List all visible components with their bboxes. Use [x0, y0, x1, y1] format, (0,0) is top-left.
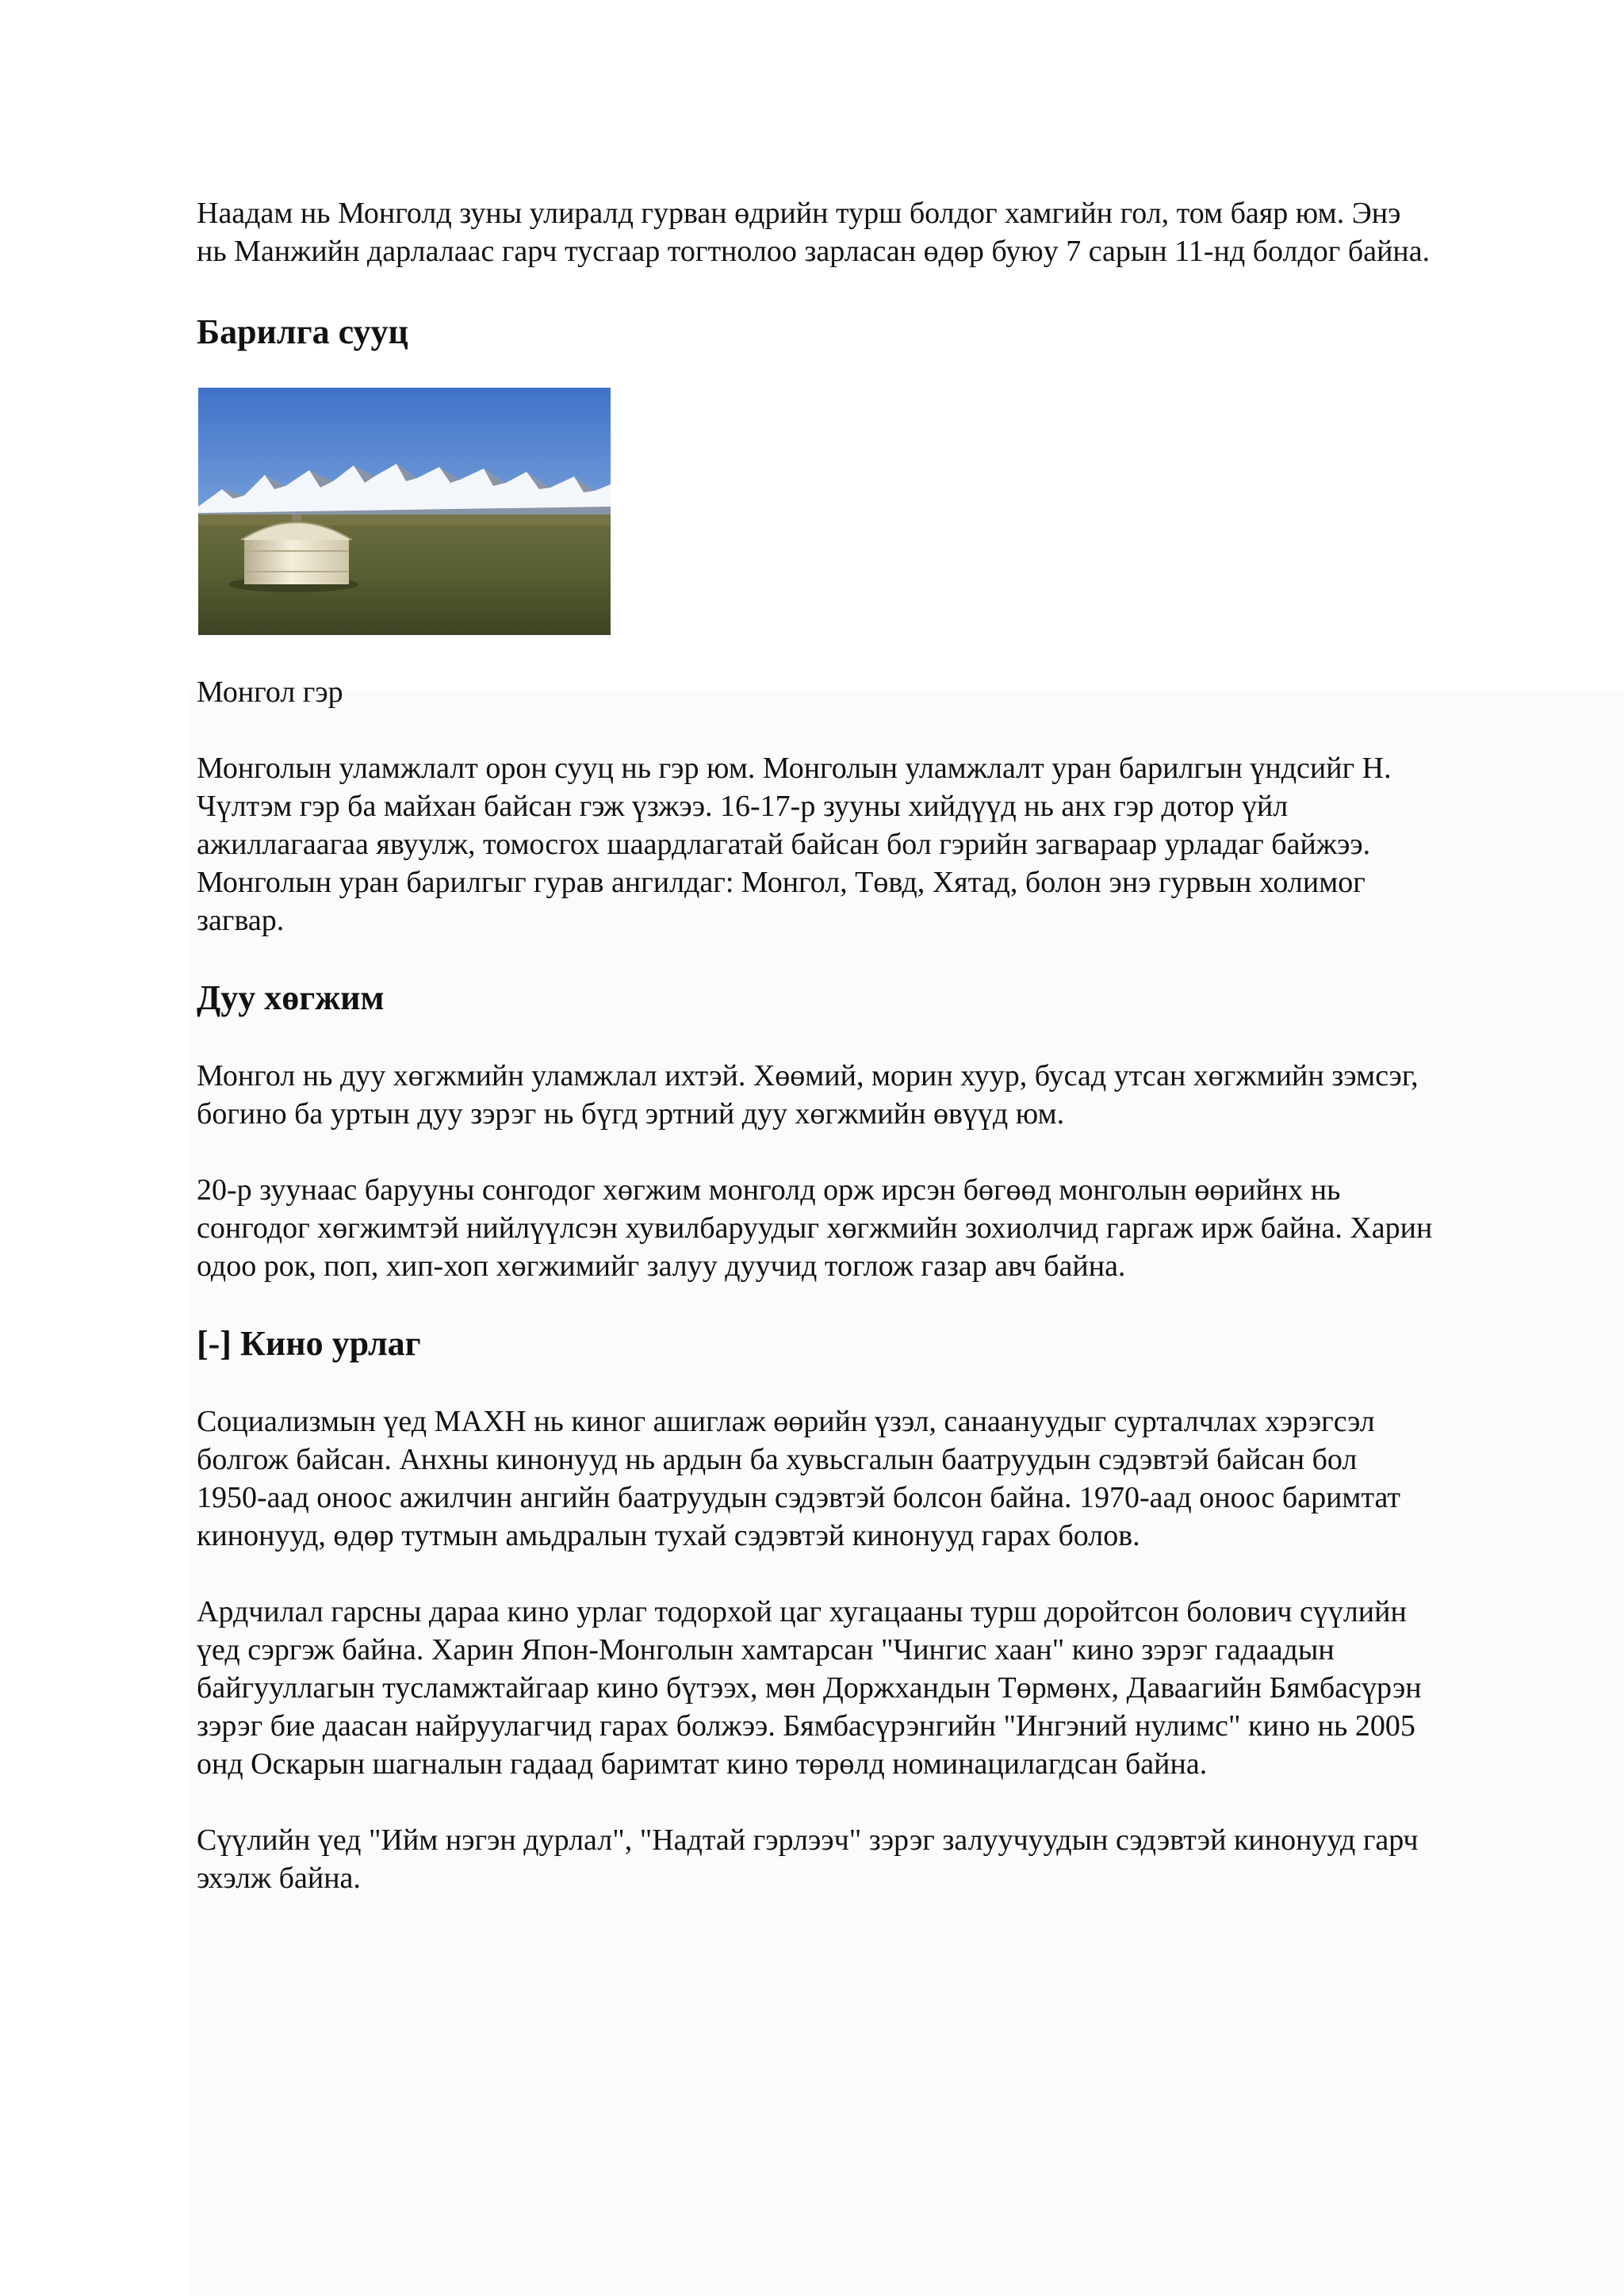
music-heading: Дуу хөгжим: [197, 978, 385, 1017]
cinema-paragraph-3: Сүүлийн үед "Ийм нэгэн дурлал", "Надтай гэрлээч" зэрэг залуучуудын сэдэвтэй кинонууд гарч эхэлж байна.: [197, 1823, 1419, 1895]
music-paragraph-1: Монгол нь дуу хөгжмийн уламжлал ихтэй. Хөөмий, морин хуур, бусад утсан хөгжмийн зэмсэг, богино ба уртын дуу зэрэг нь бүгд эртний дуу хөгжмийн өвүүд юм.: [197, 1059, 1419, 1131]
cinema-heading: [-] Кино урлаг: [197, 1324, 421, 1363]
ger-photo: [198, 388, 611, 635]
image-caption: Монгол гэр: [197, 675, 343, 709]
document-content: [197, 194, 1434, 1897]
architecture-paragraph: Монголын уламжлалт орон сууц нь гэр юм. Монголын уламжлалт уран барилгын үндсийг Н. Чүлтэм гэр ба майхан байсан гэж үзжээ. 16-17-р зууны хийдүүд нь анх гэр дотор үйл ажиллагаагаа явуулж, томосгох шаардлагатай байсан бол гэрийн загвараар урладаг байжээ. Монголын уран барилгыг гурав ангилдаг: Монгол, Төвд, Хятад, болон энэ гурвын холимог загвар.: [197, 752, 1392, 937]
cinema-paragraph-2: Ардчилал гарсны дараа кино урлаг тодорхой цаг хугацааны турш доройтсон болович сүүлийн үед сэргэж байна. Харин Япон-Монголын хамтарсан "Чингис хаан" кино зэрэг гадаадын байгууллагын тусламжтайгаар кино бүтээх, мөн Доржхандын Төрмөнх, Даваагийн Бямбасүрэн зэрэг бие даасан найруулагчид гарах болжээ. Бямбасүрэнгийн "Ингэний нулимс" кино нь 2005 онд Оскарын шагналын гадаад баримтат кино төрөлд номинацилагдсан байна.: [197, 1595, 1422, 1781]
architecture-heading: Барилга сууц: [197, 312, 408, 351]
cinema-paragraph-1: Социализмын үед МАХН нь киног ашиглаж өөрийн үзэл, санаануудыг сурталчлах хэрэгсэл болгож байсан. Анхны кинонууд нь ардын ба хувьсгалын баатруудын сэдэвтэй байсан бол 1950-аад оноос ажилчин ангийн баатруудын сэдэвтэй болсон байна. 1970-аад оноос баримтат кинонууд, өдөр тутмын амьдралын тухай сэдэвтэй кинонууд гарах болов.: [197, 1405, 1401, 1552]
intro-paragraph: Наадам нь Монголд зуны улиралд гурван өдрийн турш болдог хамгийн гол, том баяр юм. Энэ нь Манжийн дарлалаас гарч тусгаар тогтнолоо зарласан өдөр буюу 7 сарын 11-нд болдог байна.: [197, 197, 1431, 268]
music-paragraph-2: 20-р зуунаас барууны сонгодог хөгжим монголд орж ирсэн бөгөөд монголын өөрийнх нь сонгодог хөгжимтэй нийлүүлсэн хувилбаруудыг хөгжмийн зохиолчид гаргаж ирж байна. Харин одоо рок, поп, хип-хоп хөгжимийг залуу дуучид тоглож газар авч байна.: [197, 1173, 1433, 1283]
